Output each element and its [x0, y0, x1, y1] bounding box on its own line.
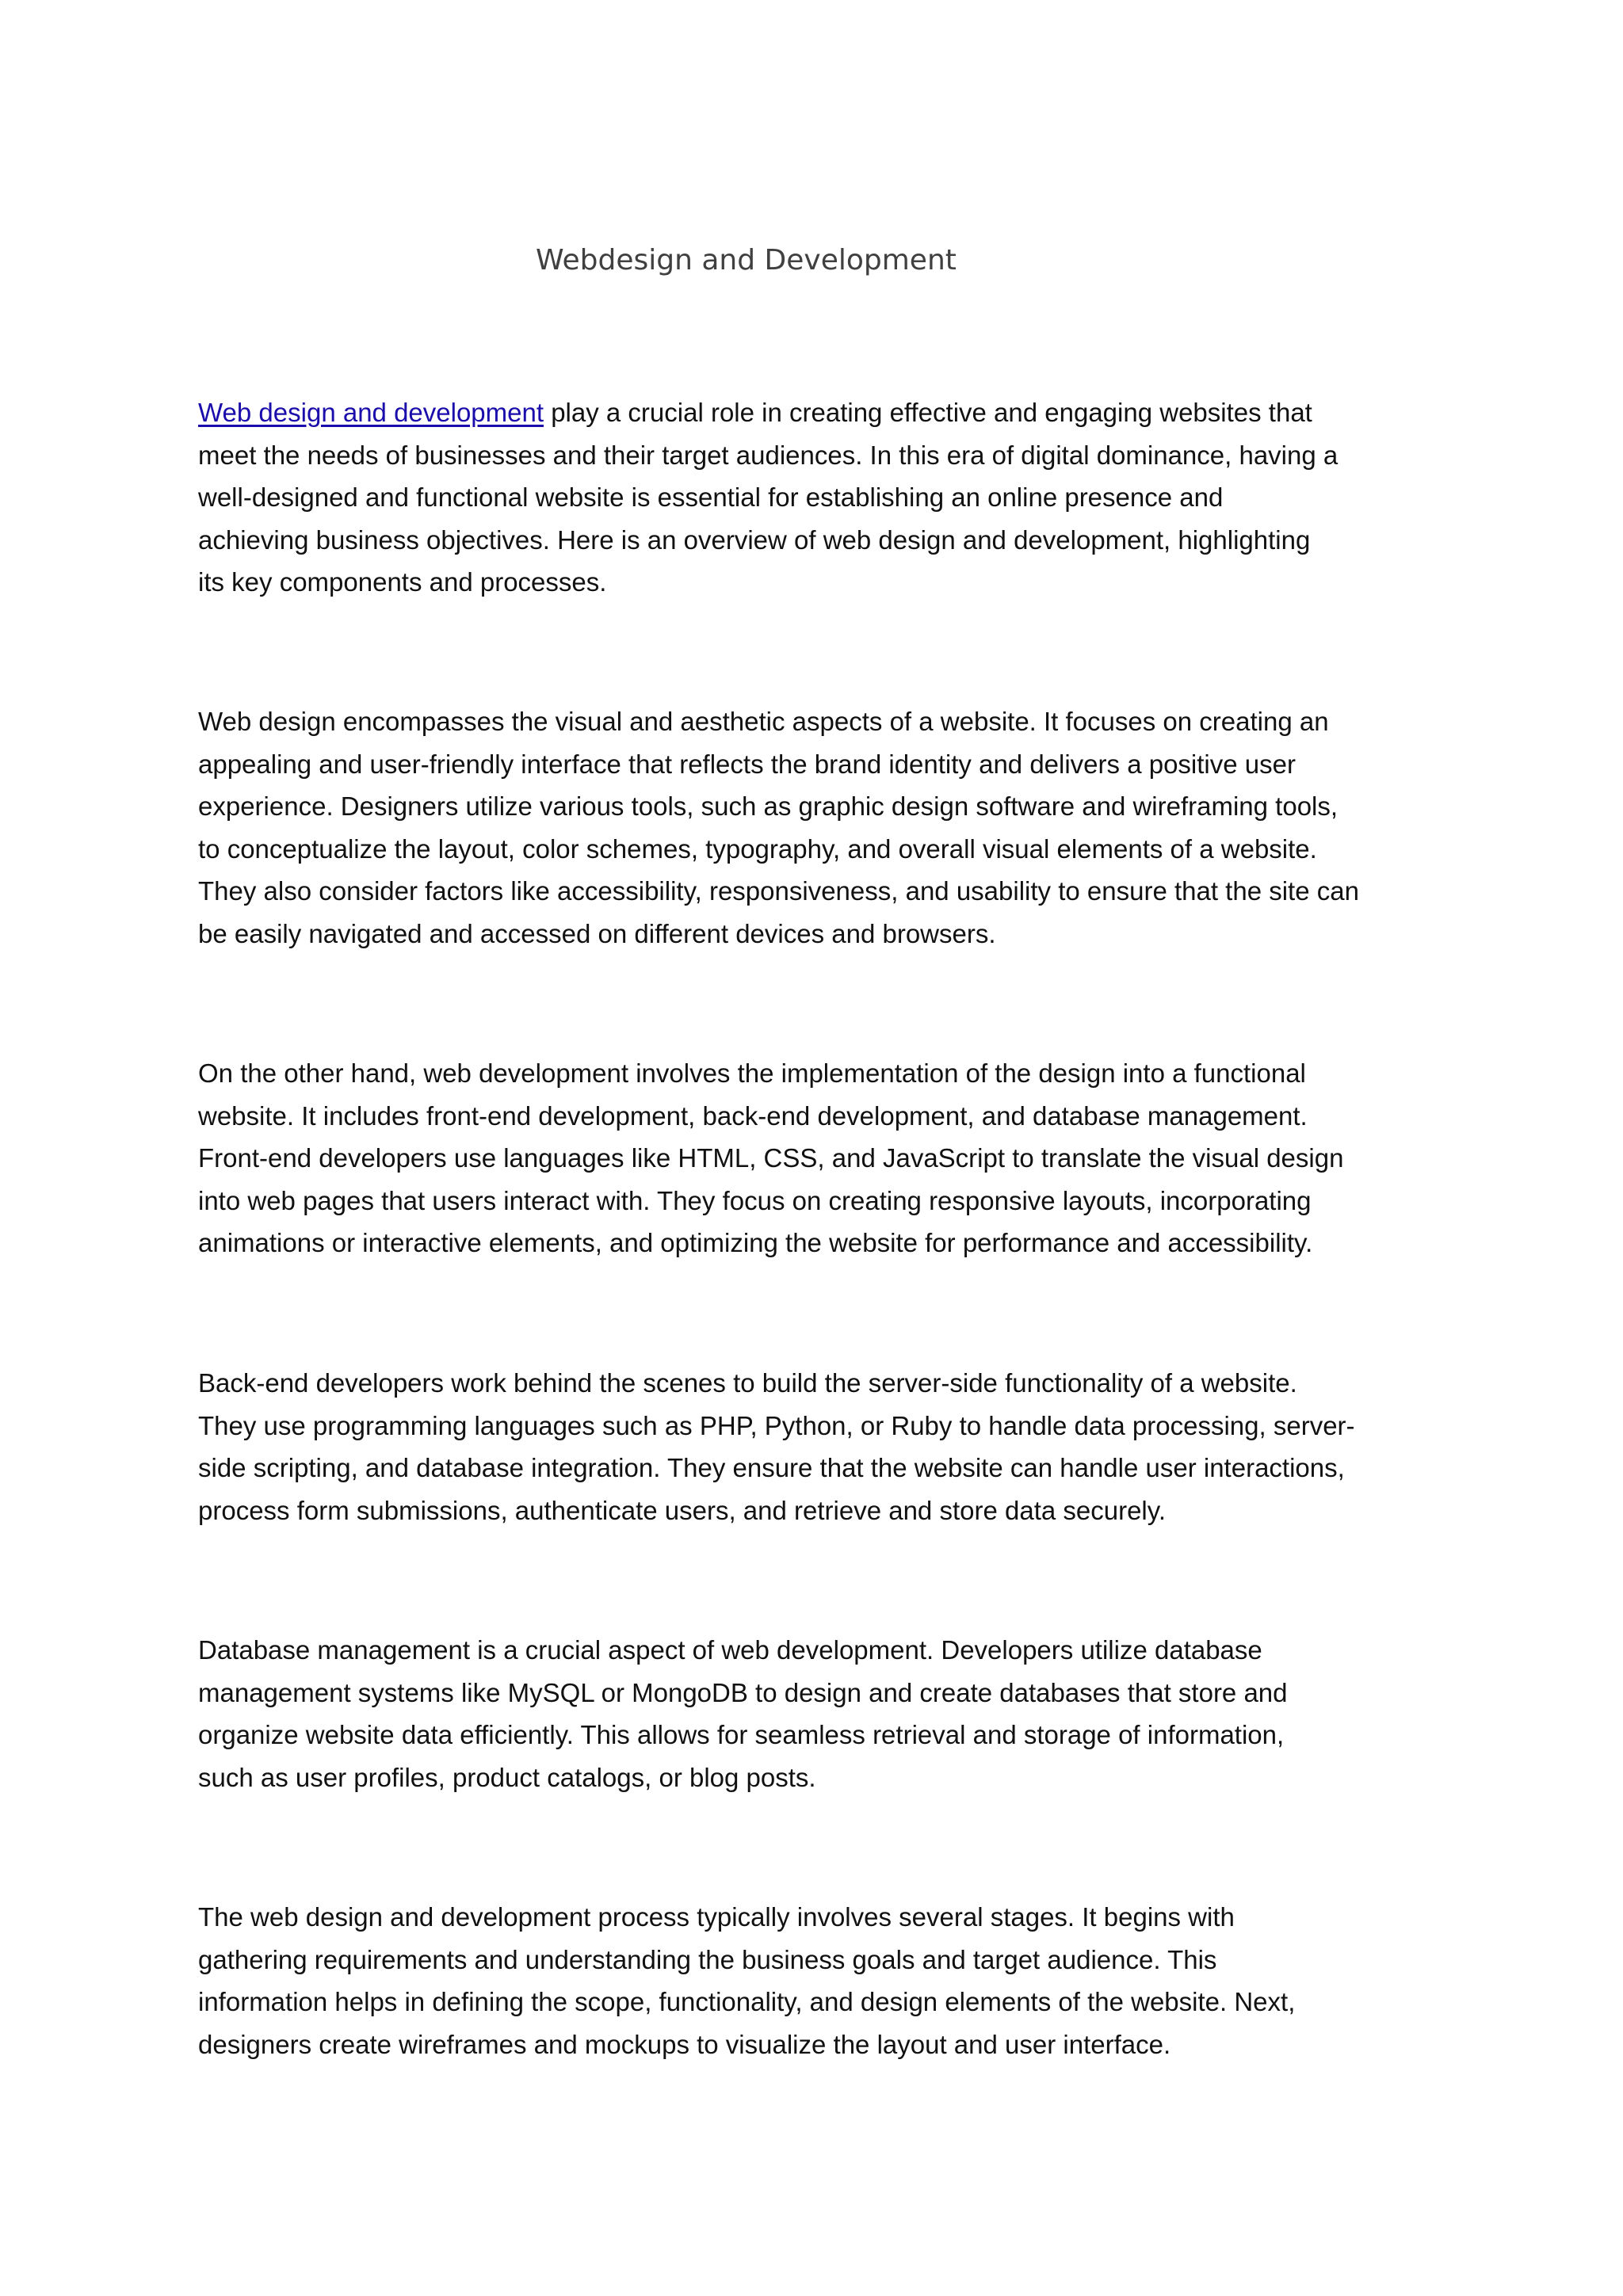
- paragraph-line: to conceptualize the layout, color schemes, typography, and overall visual elements of a website.: [198, 833, 1317, 864]
- paragraph-line: management systems like MySQL or MongoDB to design and create databases that store and: [198, 1677, 1288, 1707]
- paragraph-line: appealing and user-friendly interface that reflects the brand identity and delivers a positive user: [198, 749, 1296, 779]
- paragraph-line: organize website data efficiently. This allows for seamless retrieval and storage of information,: [198, 1720, 1285, 1749]
- paragraph-back-end: [198, 1362, 1434, 1531]
- web-design-link[interactable]: Web design and development: [198, 398, 544, 427]
- paragraph-intro: [198, 391, 1434, 604]
- paragraph-line: information helps in defining the scope, functionality, and design elements of the website. Next,: [198, 1987, 1296, 2016]
- paragraph-line: animations or interactive elements, and optimizing the website for performance and accessibility.: [198, 1228, 1313, 1257]
- paragraph-line: [198, 391, 1434, 434]
- paragraph-line: Back-end developers work behind the scenes to build the server-side functionality of a website.: [198, 1368, 1297, 1398]
- paragraph-line: process form submissions, authenticate users, and retrieve and store data securely.: [198, 1495, 1166, 1525]
- paragraph-line: be easily navigated and accessed on different devices and browsers.: [198, 918, 996, 948]
- paragraph-line: They use programming languages such as PHP, Python, or Ruby to handle data processing, server-: [198, 1410, 1355, 1440]
- paragraph-line: gathering requirements and understanding the business goals and target audience. This: [198, 1944, 1217, 1974]
- line-text: play a crucial role in creating effective and engaging websites that: [544, 398, 1312, 427]
- paragraph-line: The web design and development process typically involves several stages. It begins with: [198, 1902, 1235, 1932]
- paragraph-line: well-designed and functional website is essential for establishing an online presence and: [198, 482, 1224, 512]
- paragraph-line: experience. Designers utilize various tools, such as graphic design software and wireframing tools,: [198, 791, 1338, 821]
- paragraph-line: They also consider factors like accessibility, responsiveness, and usability to ensure that the site can: [198, 876, 1359, 906]
- paragraph-database: [198, 1629, 1434, 1798]
- paragraph-line: side scripting, and database integration. They ensure that the website can handle user interactions,: [198, 1453, 1345, 1482]
- paragraph-line: meet the needs of businesses and their target audiences. In this era of digital dominance, having a: [198, 440, 1338, 470]
- page-title: Webdesign and Development: [536, 244, 957, 277]
- paragraph-line: website. It includes front-end development, back-end development, and database management.: [198, 1100, 1308, 1131]
- paragraph-line: its key components and processes.: [198, 567, 607, 597]
- paragraph-process: [198, 1896, 1434, 2065]
- paragraph-line: Web design encompasses the visual and aesthetic aspects of a website. It focuses on creating an: [198, 707, 1329, 736]
- paragraph-web-design: [198, 700, 1434, 955]
- paragraph-line: achieving business objectives. Here is an overview of web design and development, highlighting: [198, 524, 1311, 555]
- paragraph-line: On the other hand, web development involves the implementation of the design into a functional: [198, 1058, 1306, 1088]
- paragraph-web-development: [198, 1052, 1434, 1264]
- paragraph-line: Front-end developers use languages like HTML, CSS, and JavaScript to translate the visual design: [198, 1143, 1344, 1173]
- paragraph-line: into web pages that users interact with. They focus on creating responsive layouts, incorporating: [198, 1185, 1312, 1215]
- paragraph-line: designers create wireframes and mockups to visualize the layout and user interface.: [198, 2029, 1171, 2059]
- paragraph-line: such as user profiles, product catalogs, or blog posts.: [198, 1762, 816, 1792]
- paragraph-line: Database management is a crucial aspect of web development. Developers utilize database: [198, 1635, 1262, 1665]
